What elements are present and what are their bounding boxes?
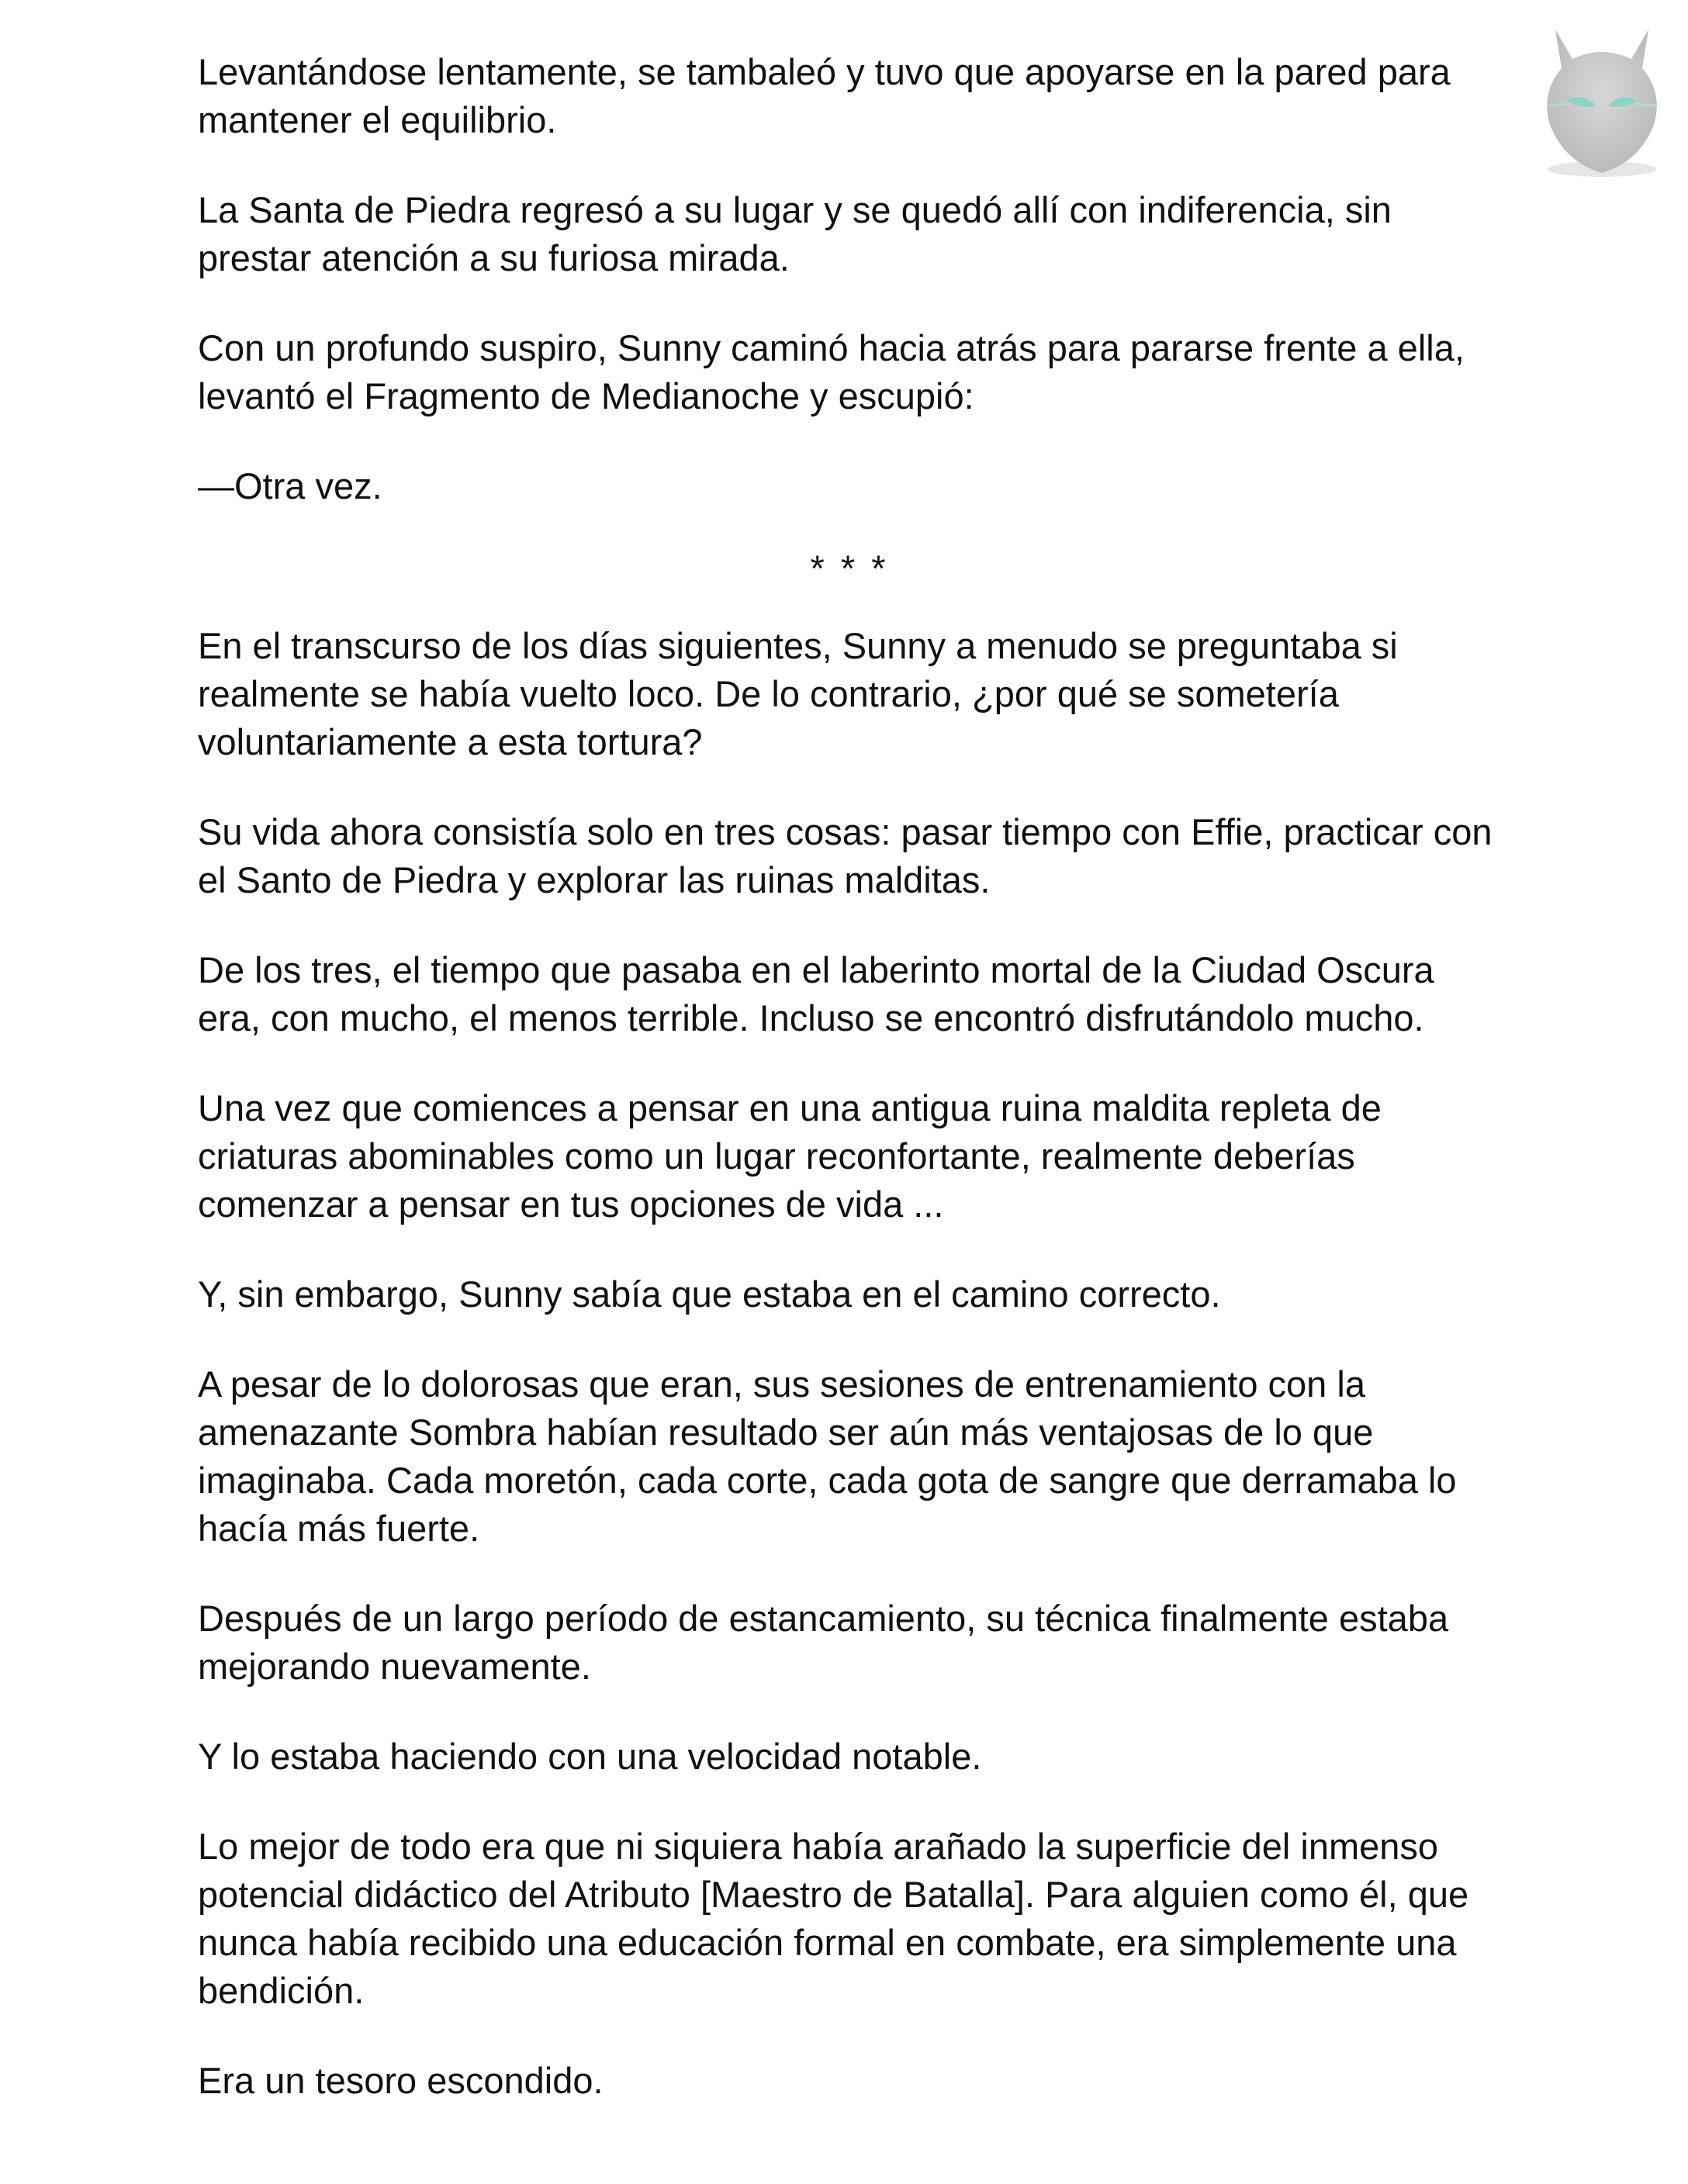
paragraph: Después de un largo período de estancamiento, su técnica finalmente estaba mejorando nuevamente.	[198, 1598, 1449, 1687]
paragraph: A pesar de lo dolorosas que eran, sus sesiones de entrenamiento con la amenazante Sombra habían resultado ser aún más ventajosas de lo que imaginaba. Cada moretón, cada corte, cada gota de sangre que derramaba lo hacía más fuerte.	[198, 1363, 1457, 1549]
paragraph: En el transcurso de los días siguientes, Sunny a menudo se preguntaba si realmente se había vuelto loco. De lo contrario, ¿por qué se sometería voluntariamente a esta tortura?	[198, 625, 1398, 762]
paragraph: Su vida ahora consistía solo en tres cosas: pasar tiempo con Effie, practicar con el Santo de Piedra y explorar las ruinas malditas.	[198, 811, 1493, 900]
paragraph: Y lo estaba haciendo con una velocidad notable.	[198, 1736, 982, 1777]
paragraph: Lo mejor de todo era que ni siquiera había arañado la superficie del inmenso potencial didáctico del Atributo [Maestro de Batalla]. Para alguien como él, que nunca había recibido una educación formal en combate, era simplemente una bendición.	[198, 1826, 1469, 2011]
paragraph: —Otra vez.	[198, 465, 382, 506]
scene-separator: * * *	[810, 548, 889, 589]
paragraph: Y, sin embargo, Sunny sabía que estaba en el camino correcto.	[198, 1273, 1221, 1315]
document-body	[198, 48, 1501, 2147]
paragraph: De los tres, el tiempo que pasaba en el laberinto mortal de la Ciudad Oscura era, con mucho, el menos terrible. Incluso se encontró disfrutándolo mucho.	[198, 949, 1434, 1038]
paragraph: Era un tesoro escondido.	[198, 2060, 604, 2101]
demon-head-logo-icon	[1524, 14, 1679, 185]
paragraph: Levantándose lentamente, se tambaleó y tuvo que apoyarse en la pared para mantener el equilibrio.	[198, 51, 1451, 140]
paragraph: Con un profundo suspiro, Sunny caminó hacia atrás para pararse frente a ella, levantó el Fragmento de Medianoche y escupió:	[198, 327, 1465, 416]
paragraph: Una vez que comiences a pensar en una antigua ruina maldita repleta de criaturas abominables como un lugar reconfortante, realmente deberías comenzar a pensar en tus opciones de vida ...	[198, 1087, 1382, 1225]
paragraph: La Santa de Piedra regresó a su lugar y se quedó allí con indiferencia, sin prestar atención a su furiosa mirada.	[198, 189, 1392, 278]
